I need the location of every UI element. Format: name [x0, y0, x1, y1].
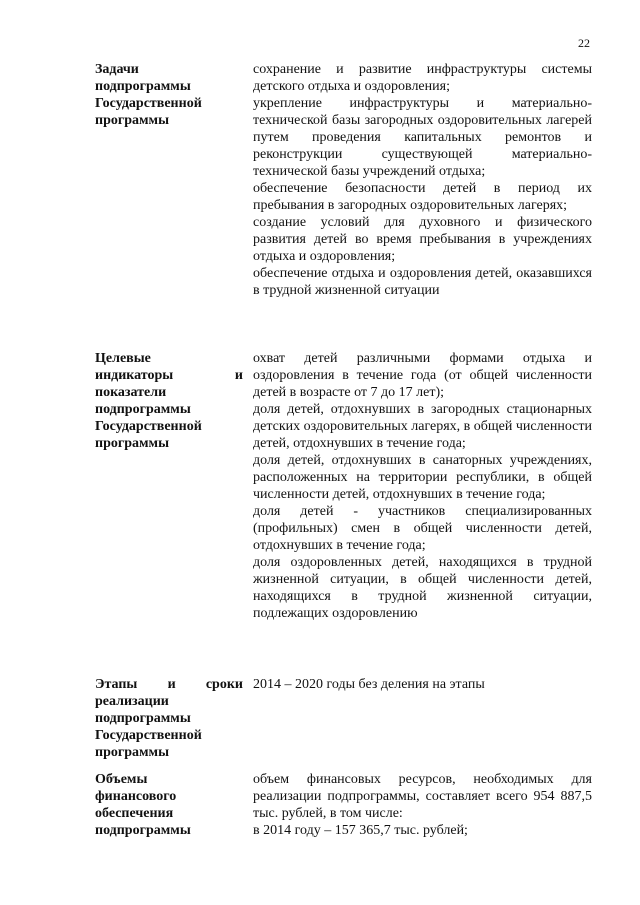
indicators-paragraph: доля оздоровленных детей, находящихся в трудной жизненной ситуации, в общей численности детей, находящихся в трудной жизненной ситуации, подлежащих оздоровлению	[253, 555, 592, 621]
indicators-paragraph: доля детей, отдохнувших в санаторных учреждениях, расположенных на территории республики, в общей численности детей, отдохнувших в течение года;	[253, 453, 592, 502]
section-indicators	[95, 350, 592, 622]
label-line: Государственной	[95, 419, 202, 434]
label-line: Целевые	[95, 351, 151, 366]
indicators-paragraph: доля детей - участников специализированных (профильных) смен в общей численности детей, отдохнувших в течение года;	[253, 504, 592, 553]
stages-paragraph: 2014 – 2020 годы без деления на этапы	[253, 677, 485, 692]
label-line: подпрограммы	[95, 79, 191, 94]
label-word: и	[167, 677, 176, 692]
tasks-paragraph: обеспечение отдыха и оздоровления детей, оказавшихся в трудной жизненной ситуации	[253, 266, 592, 298]
label-line-spread	[95, 676, 243, 693]
page-number: 22	[578, 36, 590, 50]
label-line-spread	[95, 367, 243, 384]
stages-label	[95, 676, 243, 761]
label-line: подпрограммы	[95, 711, 191, 726]
tasks-content	[253, 61, 592, 299]
label-line: показатели	[95, 385, 167, 400]
stages-content	[253, 676, 592, 761]
label-word: индикаторы	[95, 368, 174, 383]
indicators-paragraph: доля детей, отдохнувших в загородных стационарных детских оздоровительных лагерях, в общей численности детей, отдохнувших в течение года;	[253, 402, 592, 451]
indicators-label	[95, 350, 243, 622]
label-line: Задачи	[95, 62, 139, 77]
label-line: реализации	[95, 694, 169, 709]
label-line: программы	[95, 113, 169, 128]
tasks-label	[95, 61, 243, 299]
funding-content	[253, 771, 592, 839]
label-line: Государственной	[95, 728, 202, 743]
funding-paragraph: объем финансовых ресурсов, необходимых для реализации подпрограммы, составляет всего 954 887,5 тыс. рублей, в том числе:	[253, 772, 592, 821]
label-line: программы	[95, 745, 169, 760]
funding-paragraph: в 2014 году – 157 365,7 тыс. рублей;	[253, 823, 468, 838]
indicators-paragraph: охват детей различными формами отдыха и оздоровления в течение года (от общей численности детей в возрасте от 7 до 17 лет);	[253, 351, 592, 400]
funding-label	[95, 771, 243, 839]
section-stages	[95, 676, 592, 761]
tasks-paragraph: укрепление инфраструктуры и материально-технической базы загородных оздоровительных лагерей путем проведения капитальных ремонтов и реконструкции существующей материально-технической базы учреждений отдыха;	[253, 96, 592, 179]
section-tasks	[95, 61, 592, 299]
label-line: обеспечения	[95, 806, 174, 821]
label-line: подпрограммы	[95, 402, 191, 417]
label-word: сроки	[205, 677, 243, 692]
indicators-content	[253, 350, 592, 622]
section-funding	[95, 771, 592, 839]
label-line: программы	[95, 436, 169, 451]
label-word: Этапы	[95, 677, 138, 692]
tasks-paragraph: обеспечение безопасности детей в период их пребывания в загородных оздоровительных лагерях;	[253, 181, 592, 213]
label-line: финансового	[95, 789, 177, 804]
label-line: Объемы	[95, 772, 148, 787]
label-line: Государственной	[95, 96, 202, 111]
label-word: и	[234, 368, 243, 383]
tasks-paragraph: сохранение и развитие инфраструктуры системы детского отдыха и оздоровления;	[253, 62, 592, 94]
tasks-paragraph: создание условий для духовного и физического развития детей во время пребывания в учреждениях отдыха и оздоровления;	[253, 215, 592, 264]
label-line: подпрограммы	[95, 823, 191, 838]
